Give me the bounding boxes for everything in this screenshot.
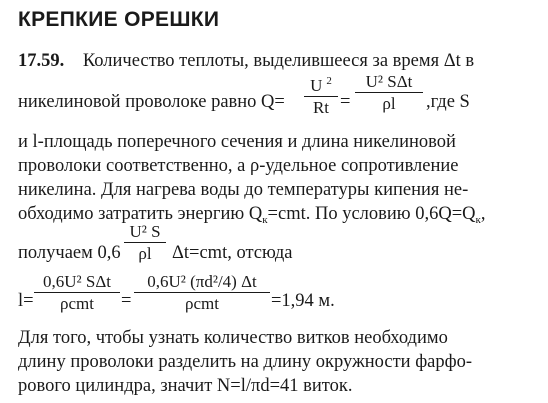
- fraction-denominator: Rt: [312, 98, 330, 117]
- problem-text-6a: обходимо затратить энергию Q: [18, 204, 263, 224]
- problem-text-6c: ,: [480, 204, 486, 224]
- problem-text-8-suffix: =1,94 м.: [271, 291, 335, 311]
- fraction-u2s-over-rhol: [124, 222, 166, 263]
- problem-line-6: [18, 203, 486, 231]
- problem-text-7-suffix: Δt=cmt, отсюда: [172, 243, 293, 263]
- problem-text-7-prefix: получаем 0,6: [18, 243, 121, 263]
- fraction-length-2: [134, 272, 270, 313]
- fraction-u2-over-rt: [304, 72, 338, 117]
- equals-sign: =: [121, 291, 132, 311]
- equals-sign: =: [340, 92, 351, 112]
- section-header: КРЕПКИЕ ОРЕШКИ: [18, 8, 220, 31]
- fraction-denominator: ρcmt: [60, 294, 94, 313]
- problem-text-8-prefix: l=: [18, 291, 34, 311]
- problem-line-9: Для того, чтобы узнать количество витков необходимо: [18, 328, 448, 348]
- fraction-numerator: 0,6U² SΔt: [43, 272, 111, 291]
- problem-text-1: Количество теплоты, выделившееся за время Δt в: [82, 51, 475, 71]
- subscript-k: к: [262, 214, 268, 226]
- problem-line-11: рового цилиндра, значит N=l/πd=41 виток.: [18, 376, 353, 396]
- fraction-denominator: ρl: [382, 94, 396, 113]
- problem-line-3: и l-площадь поперечного сечения и длина никелиновой: [18, 132, 456, 152]
- fraction-bar: [355, 92, 423, 93]
- problem-line-5: никелина. Для нагрева воды до температуры кипения не-: [18, 180, 469, 200]
- fraction-bar: [134, 292, 270, 293]
- problem-line-10: длину проволоки разделить на длину окружности фарфо-: [18, 352, 473, 372]
- fraction-u2sdt-over-rhol: [355, 72, 423, 113]
- fraction-bar: [304, 96, 338, 97]
- fraction-superscript: 2: [326, 75, 332, 87]
- problem-line-2: [18, 91, 285, 113]
- fraction-numerator: U² SΔt: [365, 72, 413, 91]
- fraction-denominator: ρl: [138, 244, 152, 263]
- fraction-denominator: ρcmt: [185, 294, 219, 313]
- fraction-length-1: [34, 272, 120, 313]
- subscript-k: к: [475, 214, 481, 226]
- problem-line-1: [18, 50, 474, 72]
- problem-line-4: проволоки соответственно, а ρ-удельное сопротивление: [18, 156, 459, 176]
- problem-text-2-prefix: никелиновой проволоке равно Q=: [18, 92, 285, 112]
- fraction-bar: [34, 292, 120, 293]
- fraction-numerator: 0,6U² (πd²/4) Δt: [147, 272, 257, 291]
- problem-text-6b: =cmt. По условию 0,6Q=Q: [267, 204, 476, 224]
- problem-text-2-suffix: ,где S: [426, 92, 470, 112]
- problem-number: 17.59.: [18, 51, 65, 71]
- fraction-numerator: U² S: [129, 222, 161, 241]
- fraction-bar: [124, 242, 166, 243]
- fraction-numerator: U: [310, 76, 323, 95]
